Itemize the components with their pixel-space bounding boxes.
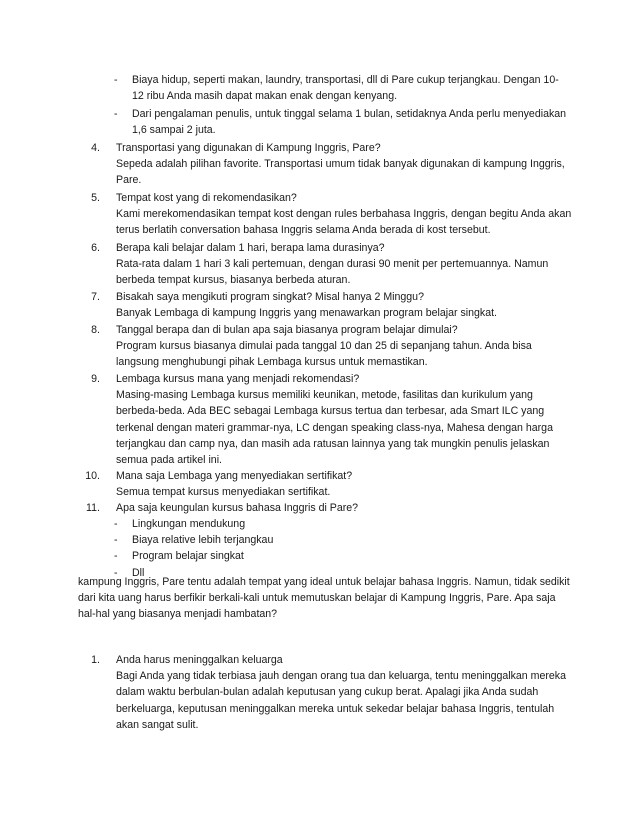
advantage-item xyxy=(0,516,638,532)
item-number: 8. xyxy=(91,324,100,336)
faq-item xyxy=(0,371,638,468)
advantage-text: Program belajar singkat xyxy=(132,550,244,563)
dash-marker: - xyxy=(114,74,118,86)
faq-question: Apa saja keungulan kursus bahasa Inggris di Pare? xyxy=(116,502,359,514)
top-bullet xyxy=(0,72,638,106)
faq-item xyxy=(0,500,638,516)
item-number: 7. xyxy=(91,291,100,303)
text-line: Biaya hidup, seperti makan, laundry, transportasi, dll di Pare cukup terjangkau. Dengan 10- xyxy=(132,74,559,86)
item-number: 6. xyxy=(91,242,100,254)
faq-question: Mana saja Lembaga yang menyediakan sertifikat? xyxy=(116,470,353,482)
faq-question: Bisakah saya mengikuti program singkat? Misal hanya 2 Minggu? xyxy=(116,291,424,303)
item-number: 1. xyxy=(91,654,100,666)
faq-question: Tempat kost yang di rekomendasikan? xyxy=(116,192,297,204)
top-bullet-list xyxy=(0,72,638,140)
obstacle-line: dalam waktu berbulan-bulan adalah keputusan yang cukup berat. Apalagi jika Anda sudah xyxy=(116,686,539,699)
faq-answer-line: terjangkau dan camp nya, dan masih ada ratusan lainnya yang tak mungkin penulis jelaskan xyxy=(116,437,550,450)
advantage-item xyxy=(0,548,638,564)
faq-answer-line: Semua tempat kursus menyediakan sertifikat. xyxy=(116,486,331,499)
faq-question: Transportasi yang digunakan di Kampung Inggris, Pare? xyxy=(116,142,381,154)
faq-item xyxy=(0,190,638,240)
obstacle-line: berkeluarga, keputusan meninggalkan mereka untuk sekedar belajar bahasa Inggris, tentulah xyxy=(116,702,555,715)
item-number: 9. xyxy=(91,373,100,385)
faq-answer-line: semua pada artikel ini. xyxy=(116,454,222,467)
dash-marker: - xyxy=(114,108,118,120)
faq-question: Berapa kali belajar dalam 1 hari, berapa lama durasinya? xyxy=(116,242,385,254)
faq-item xyxy=(0,240,638,289)
faq-answer-line: Rata-rata dalam 1 hari 3 kali pertemuan, dengan durasi 90 menit per pertemuannya. Namun xyxy=(116,258,549,271)
item-number: 4. xyxy=(91,142,100,154)
faq-item xyxy=(0,140,638,190)
faq-item xyxy=(0,468,638,500)
text-line: 12 ribu Anda masih dapat makan enak dengan kenyang. xyxy=(132,90,398,103)
dash-marker: - xyxy=(114,566,118,579)
faq-answer-line: Kami merekomendasikan tempat kost dengan rules berbahasa Inggris, dengan begitu Anda akan xyxy=(116,208,572,221)
faq-item xyxy=(0,322,638,371)
text-line: 1,6 sampai 2 juta. xyxy=(132,124,216,137)
advantage-text: Lingkungan mendukung xyxy=(132,518,246,530)
obstacle-item xyxy=(0,652,638,734)
faq-answer-line: Masing-masing Lembaga kursus memiliki keunikan, metode, fasilitas dan kurikulum yang xyxy=(116,389,533,402)
advantage-item xyxy=(0,532,638,548)
faq-answer-line: berbeda-beda. Ada BEC sebagai Lembaga kursus tertua dan terbesar, ada Smart ILC yang xyxy=(116,405,545,418)
faq-answer-line: berbeda tempat kursus, biasanya berbeda aturan. xyxy=(116,274,351,287)
faq-question: Tanggal berapa dan di bulan apa saja biasanya program belajar dimulai? xyxy=(116,324,458,336)
dash-marker: - xyxy=(114,550,118,563)
body-paragraph xyxy=(78,574,598,623)
faq-answer-line: Program kursus biasanya dimulai pada tanggal 10 dan 25 di sepanjang tahun. Anda bisa xyxy=(116,340,532,353)
faq-answer-line: langsung menghubungi pihak Lembaga kursus untuk memastikan. xyxy=(116,356,428,369)
faq-answer-line: terus berlatih conversation bahasa Inggris selama Anda berada di kost tersebut. xyxy=(116,224,491,237)
paragraph-line: hal-hal yang biasanya menjadi hambatan? xyxy=(78,608,278,621)
top-bullet xyxy=(0,106,638,140)
dash-marker: - xyxy=(114,518,118,530)
obstacle-title: Anda harus meninggalkan keluarga xyxy=(116,654,283,666)
advantage-text: Biaya relative lebih terjangkau xyxy=(132,534,274,547)
text-line: Dari pengalaman penulis, untuk tinggal selama 1 bulan, setidaknya Anda perlu menyediakan xyxy=(132,108,567,120)
faq-answer-line: terkenal dengan materi grammar-nya, LC dengan speaking class-nya, Mahesa dengan harga xyxy=(116,421,553,434)
obstacles-list xyxy=(0,652,638,734)
item-number: 11. xyxy=(86,502,100,514)
faq-question: Lembaga kursus mana yang menjadi rekomendasi? xyxy=(116,373,360,385)
obstacle-line: Bagi Anda yang tidak terbiasa jauh dengan orang tua dan keluarga, tentu meninggalkan mereka xyxy=(116,670,566,683)
item-number: 10. xyxy=(85,470,100,482)
paragraph-line: dari kita uang harus berfikir berkali-kali untuk memutuskan belajar di Kampung Inggris, Pare. Apa saja xyxy=(78,592,556,605)
obstacle-line: akan sangat sulit. xyxy=(116,718,199,731)
advantage-text: Dll xyxy=(132,566,145,579)
item-number: 5. xyxy=(91,192,100,204)
faq-answer-line: Banyak Lembaga di kampung Inggris yang menawarkan program belajar singkat. xyxy=(116,307,498,320)
faq-item xyxy=(0,289,638,322)
faq-answer-line: Sepeda adalah pilihan favorite. Transportasi umum tidak banyak digunakan di kampung Inggris, xyxy=(116,158,565,171)
faq-list xyxy=(0,140,638,584)
faq-answer-line: Pare. xyxy=(116,174,142,187)
paragraph-line: kampung Inggris, Pare tentu adalah tempat yang ideal untuk belajar bahasa Inggris. Namun, tidak sedikit xyxy=(78,576,570,588)
dash-marker: - xyxy=(114,534,118,547)
